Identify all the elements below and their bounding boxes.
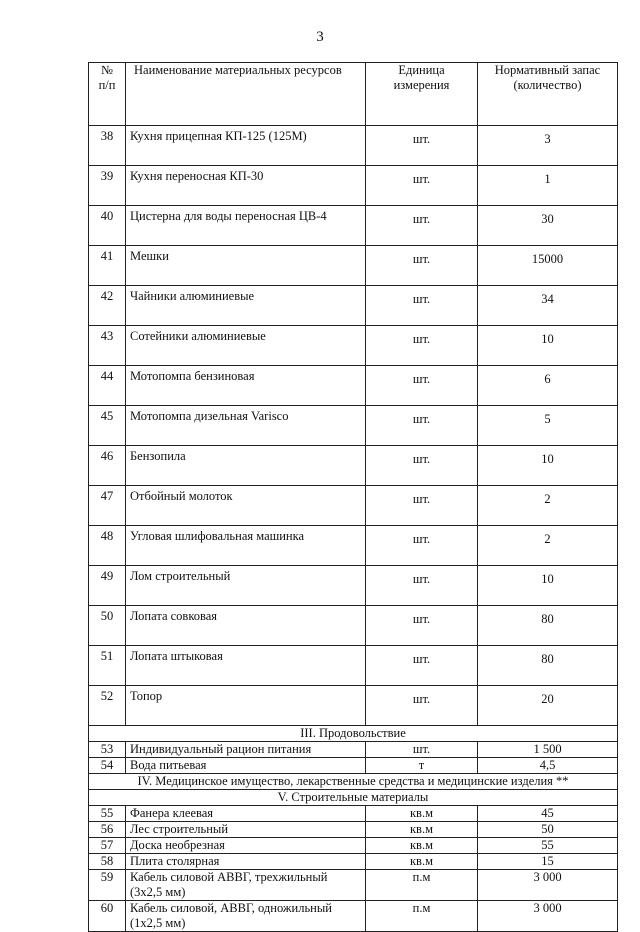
- norm-quantity: 80: [478, 606, 618, 646]
- unit-of-measure: шт.: [366, 366, 478, 406]
- row-number: 58: [89, 854, 126, 870]
- unit-of-measure: п.м: [366, 870, 478, 901]
- norm-quantity: 10: [478, 326, 618, 366]
- norm-quantity: 3 000: [478, 901, 618, 932]
- unit-of-measure: шт.: [366, 126, 478, 166]
- row-number: 48: [89, 526, 126, 566]
- unit-of-measure: шт.: [366, 526, 478, 566]
- unit-of-measure: шт.: [366, 286, 478, 326]
- unit-of-measure: т: [366, 758, 478, 774]
- section-heading-food: III. Продовольствие: [89, 726, 618, 742]
- row-number: 59: [89, 870, 126, 901]
- resource-name: Плита столярная: [126, 854, 366, 870]
- unit-of-measure: кв.м: [366, 838, 478, 854]
- table-row: [89, 366, 618, 406]
- row-number: 51: [89, 646, 126, 686]
- row-number: 46: [89, 446, 126, 486]
- resource-name: Цистерна для воды переносная ЦВ-4: [126, 206, 366, 246]
- row-number: 40: [89, 206, 126, 246]
- unit-of-measure: шт.: [366, 246, 478, 286]
- section-heading-medical: IV. Медицинское имущество, лекарственные средства и медицинские изделия **: [89, 774, 618, 790]
- table-row: [89, 606, 618, 646]
- header-num: № п/п: [89, 63, 126, 126]
- table-row: [89, 758, 618, 774]
- table-row: [89, 326, 618, 366]
- row-number: 53: [89, 742, 126, 758]
- table-header-row: [89, 63, 618, 126]
- resource-name: Угловая шлифовальная машинка: [126, 526, 366, 566]
- section-row: [89, 774, 618, 790]
- resources-table: [88, 62, 618, 932]
- row-number: 47: [89, 486, 126, 526]
- norm-quantity: 45: [478, 806, 618, 822]
- unit-of-measure: кв.м: [366, 822, 478, 838]
- unit-of-measure: шт.: [366, 566, 478, 606]
- resource-name: Кухня переносная КП-30: [126, 166, 366, 206]
- header-qty: Нормативный запас (количество): [478, 63, 618, 126]
- unit-of-measure: шт.: [366, 686, 478, 726]
- row-number: 50: [89, 606, 126, 646]
- resource-name: Мешки: [126, 246, 366, 286]
- table-body: [89, 126, 618, 932]
- norm-quantity: 30: [478, 206, 618, 246]
- table-row: [89, 126, 618, 166]
- norm-quantity: 34: [478, 286, 618, 326]
- norm-quantity: 1 500: [478, 742, 618, 758]
- table-row: [89, 806, 618, 822]
- page-number: 3: [316, 29, 324, 45]
- norm-quantity: 6: [478, 366, 618, 406]
- resource-name: Отбойный молоток: [126, 486, 366, 526]
- row-number: 43: [89, 326, 126, 366]
- table-row: [89, 838, 618, 854]
- section-row: [89, 790, 618, 806]
- resource-name: Топор: [126, 686, 366, 726]
- unit-of-measure: шт.: [366, 742, 478, 758]
- table-row: [89, 526, 618, 566]
- unit-of-measure: шт.: [366, 406, 478, 446]
- row-number: 54: [89, 758, 126, 774]
- row-number: 42: [89, 286, 126, 326]
- resource-name: Фанера клеевая: [126, 806, 366, 822]
- norm-quantity: 10: [478, 566, 618, 606]
- norm-quantity: 2: [478, 486, 618, 526]
- table-row: [89, 854, 618, 870]
- table-row: [89, 406, 618, 446]
- resource-name: Лопата штыковая: [126, 646, 366, 686]
- table-row: [89, 686, 618, 726]
- norm-quantity: 50: [478, 822, 618, 838]
- resource-name: Доска необрезная: [126, 838, 366, 854]
- table-row: [89, 166, 618, 206]
- row-number: 38: [89, 126, 126, 166]
- section-heading-building: V. Строительные материалы: [89, 790, 618, 806]
- table-row: [89, 206, 618, 246]
- row-number: 44: [89, 366, 126, 406]
- resource-name: Лом строительный: [126, 566, 366, 606]
- row-number: 49: [89, 566, 126, 606]
- section-row: [89, 726, 618, 742]
- unit-of-measure: п.м: [366, 901, 478, 932]
- norm-quantity: 15000: [478, 246, 618, 286]
- norm-quantity: 15: [478, 854, 618, 870]
- unit-of-measure: кв.м: [366, 806, 478, 822]
- header-name: Наименование материальных ресурсов: [126, 63, 366, 126]
- unit-of-measure: шт.: [366, 446, 478, 486]
- unit-of-measure: кв.м: [366, 854, 478, 870]
- row-number: 45: [89, 406, 126, 446]
- table-row: [89, 646, 618, 686]
- norm-quantity: 10: [478, 446, 618, 486]
- table-row: [89, 246, 618, 286]
- row-number: 39: [89, 166, 126, 206]
- resource-name: Лопата совковая: [126, 606, 366, 646]
- norm-quantity: 2: [478, 526, 618, 566]
- resource-name: Вода питьевая: [126, 758, 366, 774]
- table-row: [89, 286, 618, 326]
- table-row: [89, 486, 618, 526]
- unit-of-measure: шт.: [366, 166, 478, 206]
- resource-name: Кабель силовой, АВВГ, одножильный (1х2,5 мм): [126, 901, 366, 932]
- resource-name: Кухня прицепная КП-125 (125М): [126, 126, 366, 166]
- norm-quantity: 80: [478, 646, 618, 686]
- table-row: [89, 870, 618, 901]
- resource-name: Мотопомпа дизельная Varisco: [126, 406, 366, 446]
- unit-of-measure: шт.: [366, 206, 478, 246]
- header-unit: Единица измерения: [366, 63, 478, 126]
- resource-name: Мотопомпа бензиновая: [126, 366, 366, 406]
- table-row: [89, 742, 618, 758]
- unit-of-measure: шт.: [366, 486, 478, 526]
- row-number: 56: [89, 822, 126, 838]
- table-row: [89, 822, 618, 838]
- unit-of-measure: шт.: [366, 646, 478, 686]
- resource-name: Кабель силовой АВВГ, трехжильный (3х2,5 мм): [126, 870, 366, 901]
- table-row: [89, 446, 618, 486]
- row-number: 41: [89, 246, 126, 286]
- norm-quantity: 4,5: [478, 758, 618, 774]
- row-number: 57: [89, 838, 126, 854]
- table-row: [89, 901, 618, 932]
- row-number: 55: [89, 806, 126, 822]
- unit-of-measure: шт.: [366, 326, 478, 366]
- resource-name: Бензопила: [126, 446, 366, 486]
- resource-name: Чайники алюминиевые: [126, 286, 366, 326]
- resource-name: Сотейники алюминиевые: [126, 326, 366, 366]
- table-row: [89, 566, 618, 606]
- row-number: 60: [89, 901, 126, 932]
- resource-name: Лес строительный: [126, 822, 366, 838]
- unit-of-measure: шт.: [366, 606, 478, 646]
- norm-quantity: 3 000: [478, 870, 618, 901]
- norm-quantity: 5: [478, 406, 618, 446]
- resource-name: Индивидуальный рацион питания: [126, 742, 366, 758]
- norm-quantity: 20: [478, 686, 618, 726]
- norm-quantity: 1: [478, 166, 618, 206]
- norm-quantity: 55: [478, 838, 618, 854]
- norm-quantity: 3: [478, 126, 618, 166]
- row-number: 52: [89, 686, 126, 726]
